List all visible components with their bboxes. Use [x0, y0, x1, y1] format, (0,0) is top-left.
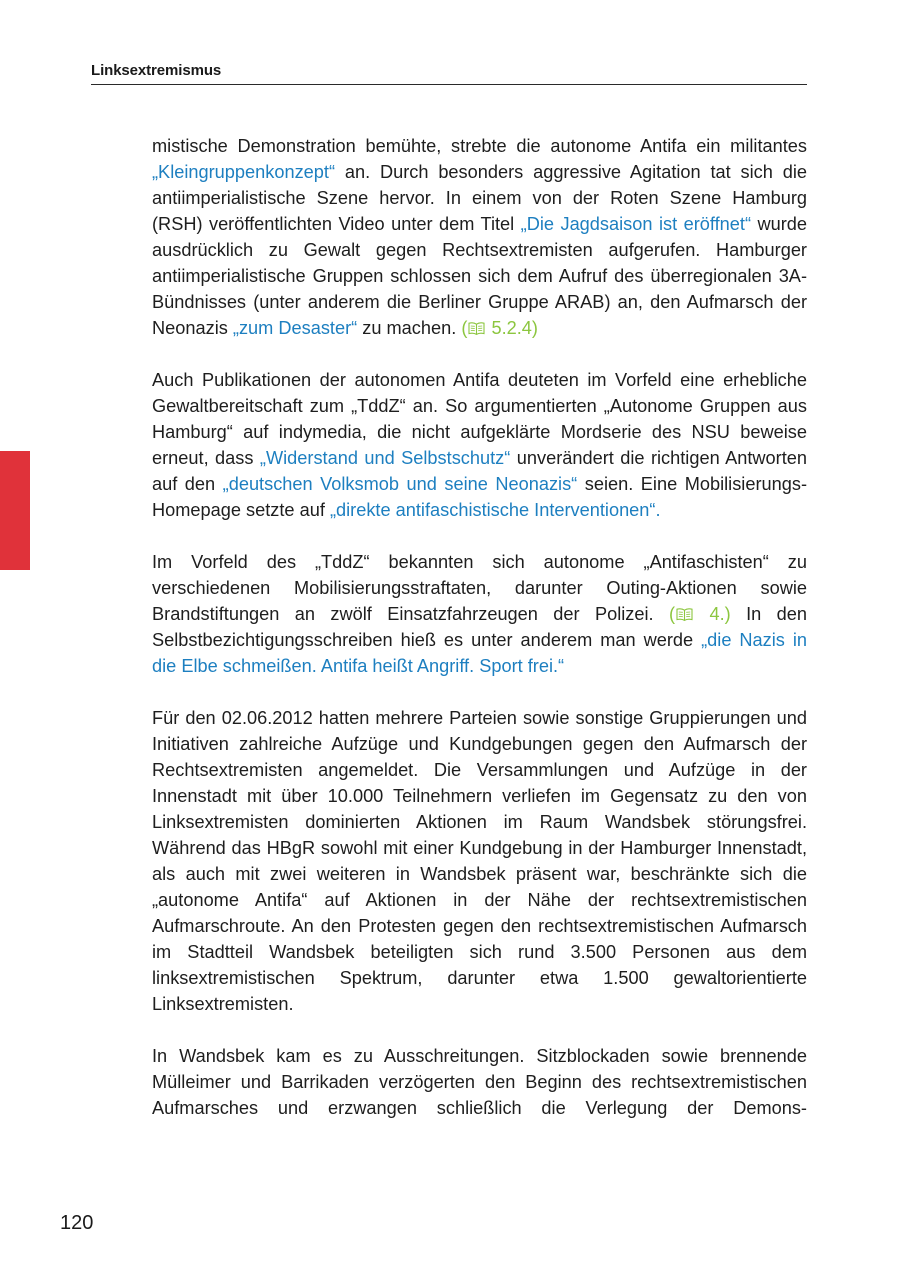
paragraph: [152, 549, 807, 679]
text-run: In Wandsbek kam es zu Ausschreitungen. Sitzblockaden sowie brennende Mülleimer und Barrikaden verzögerten den Beginn des rechtsextremistischen Aufmarsches und erzwangen schließlich die Verlegung der Demons-: [152, 1046, 807, 1118]
cross-reference: (: [461, 318, 468, 338]
quoted-phrase: „direkte antifaschistische Interventionen“.: [329, 500, 661, 520]
quoted-phrase: „die Nazis in die Elbe schmeißen. Antifa heißt Angriff. Sport frei.“: [152, 630, 807, 676]
quoted-phrase: „zum Desaster“: [232, 318, 358, 338]
text-run: Auch Publikationen der autonomen Antifa deuteten im Vorfeld eine erhebliche Gewaltbereitschaft zum „TddZ“ an. So argumentierten „Autonome Gruppen aus Hamburg“ auf indymedia, die nicht aufgeklärte Mordserie des NSU beweise erneut, dass: [152, 370, 807, 468]
text-run: Im Vorfeld des „TddZ“ bekannten sich autonome „Antifaschisten“ zu verschiedenen Mobilisierungsstraftaten, darunter Outing-Aktionen sowie Brandstiftungen an zwölf Einsatzfahrzeugen der Polizei.: [152, 552, 807, 624]
cross-reference: 4.): [694, 604, 731, 624]
text-run: wurde ausdrücklich zu Gewalt gegen Rechtsextremisten aufgerufen. Hamburger antiimperialistische Gruppen schlossen sich dem Aufruf des überregionalen 3A-Bündnisses (unter anderem die Berliner Gruppe ARAB) an, den Aufmarsch der Neonazis: [152, 214, 807, 338]
quoted-phrase: „deutschen Volksmob und seine Neonazis“: [222, 474, 578, 494]
paragraph: [152, 1043, 807, 1121]
header-rule: [91, 84, 807, 85]
text-run: mistische Demonstration bemühte, strebte die autonome Antifa ein militantes: [152, 136, 807, 156]
quoted-phrase: „Widerstand und Selbstschutz“: [259, 448, 511, 468]
text-run: In den Selbstbezichtigungsschreiben hieß es unter anderem man werde: [152, 604, 807, 650]
text-run: an. Durch besonders aggressive Agitation tat sich die antiimperialistische Szene hervor. In einem von der Roten Szene Hamburg (RSH) veröffentlichten Video unter dem Titel: [152, 162, 807, 234]
book-icon: [468, 322, 485, 335]
text-run: Für den 02.06.2012 hatten mehrere Parteien sowie sonstige Gruppierungen und Initiativen zahlreiche Aufzüge und Kundgebungen gegen den Aufmarsch der Rechtsextremisten angemeldet. Die Versammlungen und Aufzüge in der Innenstadt mit über 10.000 Teilnehmern verliefen im Gegensatz zu den von Linksextremisten dominierten Aktionen im Raum Wandsbek störungsfrei. Während das HBgR sowohl mit einer Kundgebung in der Hamburger Innenstadt, als auch mit zwei weiteren in Wandsbek präsent war, beschränkte sich die „autonome Antifa“ auf Aktionen in der Nähe der rechtsextremistischen Aufmarschroute. An den Protesten gegen den rechtsextremistischen Aufmarsch im Stadtteil Wandsbek beteiligten sich rund 3.500 Personen aus dem linksextremistischen Spektrum, darunter etwa 1.500 gewaltorientierte Linksextremisten.: [152, 708, 807, 1014]
quoted-phrase: „Kleingruppenkonzept“: [152, 162, 336, 182]
body-text: [152, 133, 807, 1147]
paragraph: [152, 133, 807, 341]
quoted-phrase: „Die Jagdsaison ist eröffnet“: [520, 214, 751, 234]
text-run: seien. Eine Mobilisierungs-Homepage setzte auf: [152, 474, 807, 520]
running-head: Linksextremismus: [91, 62, 222, 79]
text-run: zu machen.: [357, 318, 462, 338]
paragraph: [152, 705, 807, 1017]
cross-reference: 5.2.4): [486, 318, 538, 338]
book-icon: [676, 608, 693, 621]
chapter-marker-tab: [0, 451, 30, 570]
cross-reference: (: [669, 604, 676, 624]
text-run: unverändert die richtigen Antworten auf den: [152, 448, 807, 494]
page-number: 120: [60, 1212, 94, 1234]
paragraph: [152, 367, 807, 523]
